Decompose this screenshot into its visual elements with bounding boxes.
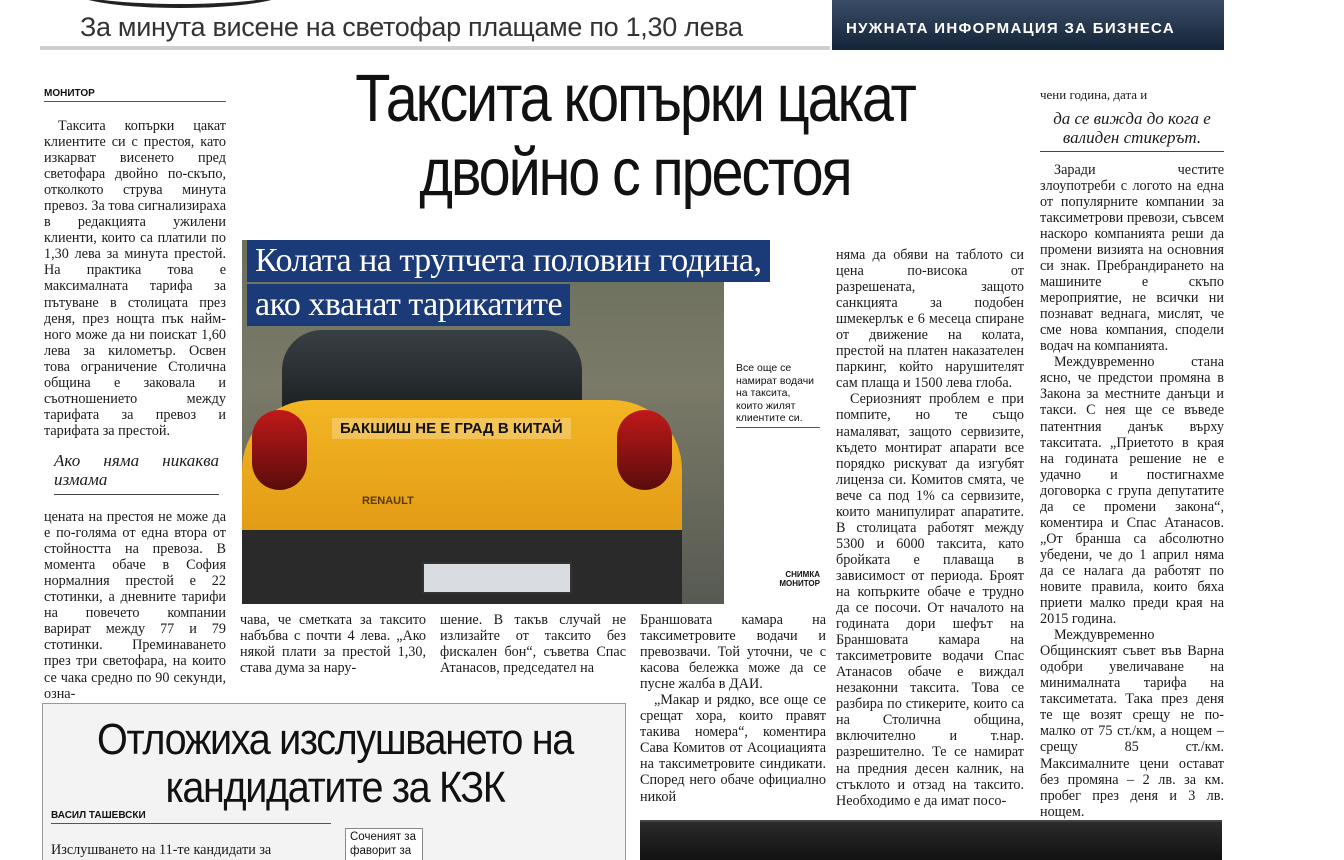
column-6-pullquote: да се вижда до кога е валиден стикерът.	[1040, 109, 1224, 152]
headline-line-2: двойно с престоя	[419, 134, 851, 210]
article-column-1	[44, 118, 226, 702]
article-column-5	[640, 612, 826, 805]
column-6-paragraph-3: Междувременно Общинският съвет във Варна одобри увеличаване на минималната тарифа на таксиметата. Така през деня те ще возят срещу не по-малко от 75 ст./км, а нощем – срещу 85 ст./км. Максималните цени остават без промяна – 2 лв. за км. пробег през деня и 3 лв. нощем.	[1040, 627, 1224, 820]
header-subheadline: За минута висене на светофар плащаме по 1,30 лева	[80, 12, 743, 42]
header-decor	[70, 0, 290, 8]
column-1-subhead: Ако няма никаква измама	[54, 451, 219, 495]
second-article-byline: ВАСИЛ ТАШЕВСКИ	[51, 810, 331, 824]
column-6-paragraph-1: Заради честите злоупотреби с логото на една от популярните компании за таксиметрови превози, съвсем наскоро компанията реши да промени визията на основния си знак. Пребрандирането на машините е скъпо мероприятие, не всички ни познават веднага, мислят, че сме нова компания, сподели водач на компанията.	[1040, 161, 1224, 355]
tail-light-right	[617, 410, 672, 490]
photo-credit: СНИМКА МОНИТОР	[779, 570, 820, 588]
column-5-paragraph-1: Браншовата камара на таксиметровите водачи и превозвачи. Той уточни, че с касова бележка може да се пусне жалба в ДАИ.	[640, 612, 826, 693]
column-6-paragraph-2: Междувременно стана ясно, че предстои промяна в Закона за местните данъци и такси. С нея ще се въведе патентния данък върху такситата. „Приетото в края на годината решение не е удачно и постигнахме договорка с група депутатите да се промени закона“, коментира и Спас Атанасов. „От бранша са абсолютно убедени, че до 1 април няма да се налага да работят по новите правила, които бяха приети малко преди края на 2015 година.	[1040, 354, 1224, 628]
column-4-paragraph-2: Сериозният проблем е при помпите, но те също намаляват, защото сервизите, където монтират апарати все порядко рискуват да изгубят лиценза си. Комитов смята, че вече са под 1% са сервизите, които манипулират апаратите. В столицата работят между 5300 и 6000 таксита, като бройката е плаваща в зависимост от периода. Броят на копърките обаче е трудно да се посочи. От началото на годината дори шефът на Браншовата камара на таксиметровите водачи Спас Атанасов обаче е виждал незаконни таксита. Това се разбира по стикерите, които са на Столична община, включително и т.нар. разрешително. Те се намират на предния десен калник, на стъклото и отзад на таксито. Необходимо е да имат посо-	[836, 391, 1024, 809]
section-header	[40, 0, 830, 50]
second-headline-line-1: Отложиха изслушването на	[97, 715, 573, 764]
article-kicker: МОНИТОР	[44, 88, 226, 102]
article-column-4	[836, 247, 1024, 809]
second-article-headline	[72, 716, 598, 813]
photo-caption: Все още се намират водачи на таксита, които жилят клиентите си.	[736, 362, 820, 428]
headline-line-1: Таксита копърки цакат	[355, 61, 915, 136]
column-4-paragraph-1: няма да обяви на таблото си цена по-висока от разрешената, защото санкцията за подобен шмекерлък е 6 месеца спиране от движение на колата, престой на платен наказателен паркинг, който нарушителят сам плаща и 1500 лева глоба.	[836, 247, 1024, 392]
license-plate	[422, 562, 572, 594]
business-band: НУЖНАТА ИНФОРМАЦИЯ ЗА БИЗНЕСА	[832, 0, 1224, 50]
second-article-photo-caption: Сочeният за фаворит за	[345, 828, 423, 860]
second-headline-line-2: кандидатите за КЗК	[165, 763, 505, 813]
bottom-photo	[640, 820, 1222, 860]
car-badge: RENAULT	[362, 495, 414, 507]
column-1-paragraph-2: цената на престоя не може да е по-голяма от една втора от стойността на превоза. В момента обаче в София нормалния престой е 22 стотинки, а дневните тарифи на повечето компании варират между 77 и 79 стотинки. Преминаването през три светофара, на които се чака средно по 90 секунди, озна-	[44, 509, 226, 702]
deck-line-1: Колата на трупчета половин година,	[247, 240, 770, 282]
column-5-paragraph-2: „Макар и рядко, все още се срещат хора, които правят такива номера“, коментира Сава Комитов от Асоциацията на таксиметровите синдикати. Според него обаче официално никой	[640, 692, 826, 805]
article-column-3: шение. В такъв случай не излизайте от таксито без фискален бон“, съветва Спас Атанасов, председател на	[440, 612, 626, 677]
article-column-6	[1040, 88, 1224, 820]
article-column-2: чава, че сметката за таксито набъбва с почти 4 лева. „Ако някой плати за престой 1,30, става дума за нару-	[240, 612, 426, 677]
second-article-lead: Изслушването на 11-те кандидати за	[51, 842, 272, 858]
deck-line-2: ако хванат тарикатите	[247, 284, 570, 326]
second-article-box	[42, 703, 626, 860]
column-6-top-line: чени година, дата и	[1040, 87, 1148, 102]
column-1-paragraph-1: Таксита копърки цакат клиентите си с престоя, като изкарват висенето пред светофара двойно по-скъпо, отколкото струва минута превоз. За това сигнализираха в редакцията ужилени клиенти, които са платили по 1,30 лева за минута престой. На практика това е максималната тарифа за пътуване в столицата през деня, през нощта пък наймного може да ни поискат 1,60 лева за километър. Освен това ограничение Столична община е заковала и съотношението между тарифата за превоз и тарифата за престой.	[44, 118, 226, 439]
tail-light-left	[252, 410, 307, 490]
taxi-sticker: БАКШИШ НЕ Е ГРАД В КИТАЙ	[332, 418, 571, 439]
car-rear-window	[282, 330, 582, 410]
article-headline	[287, 62, 984, 209]
